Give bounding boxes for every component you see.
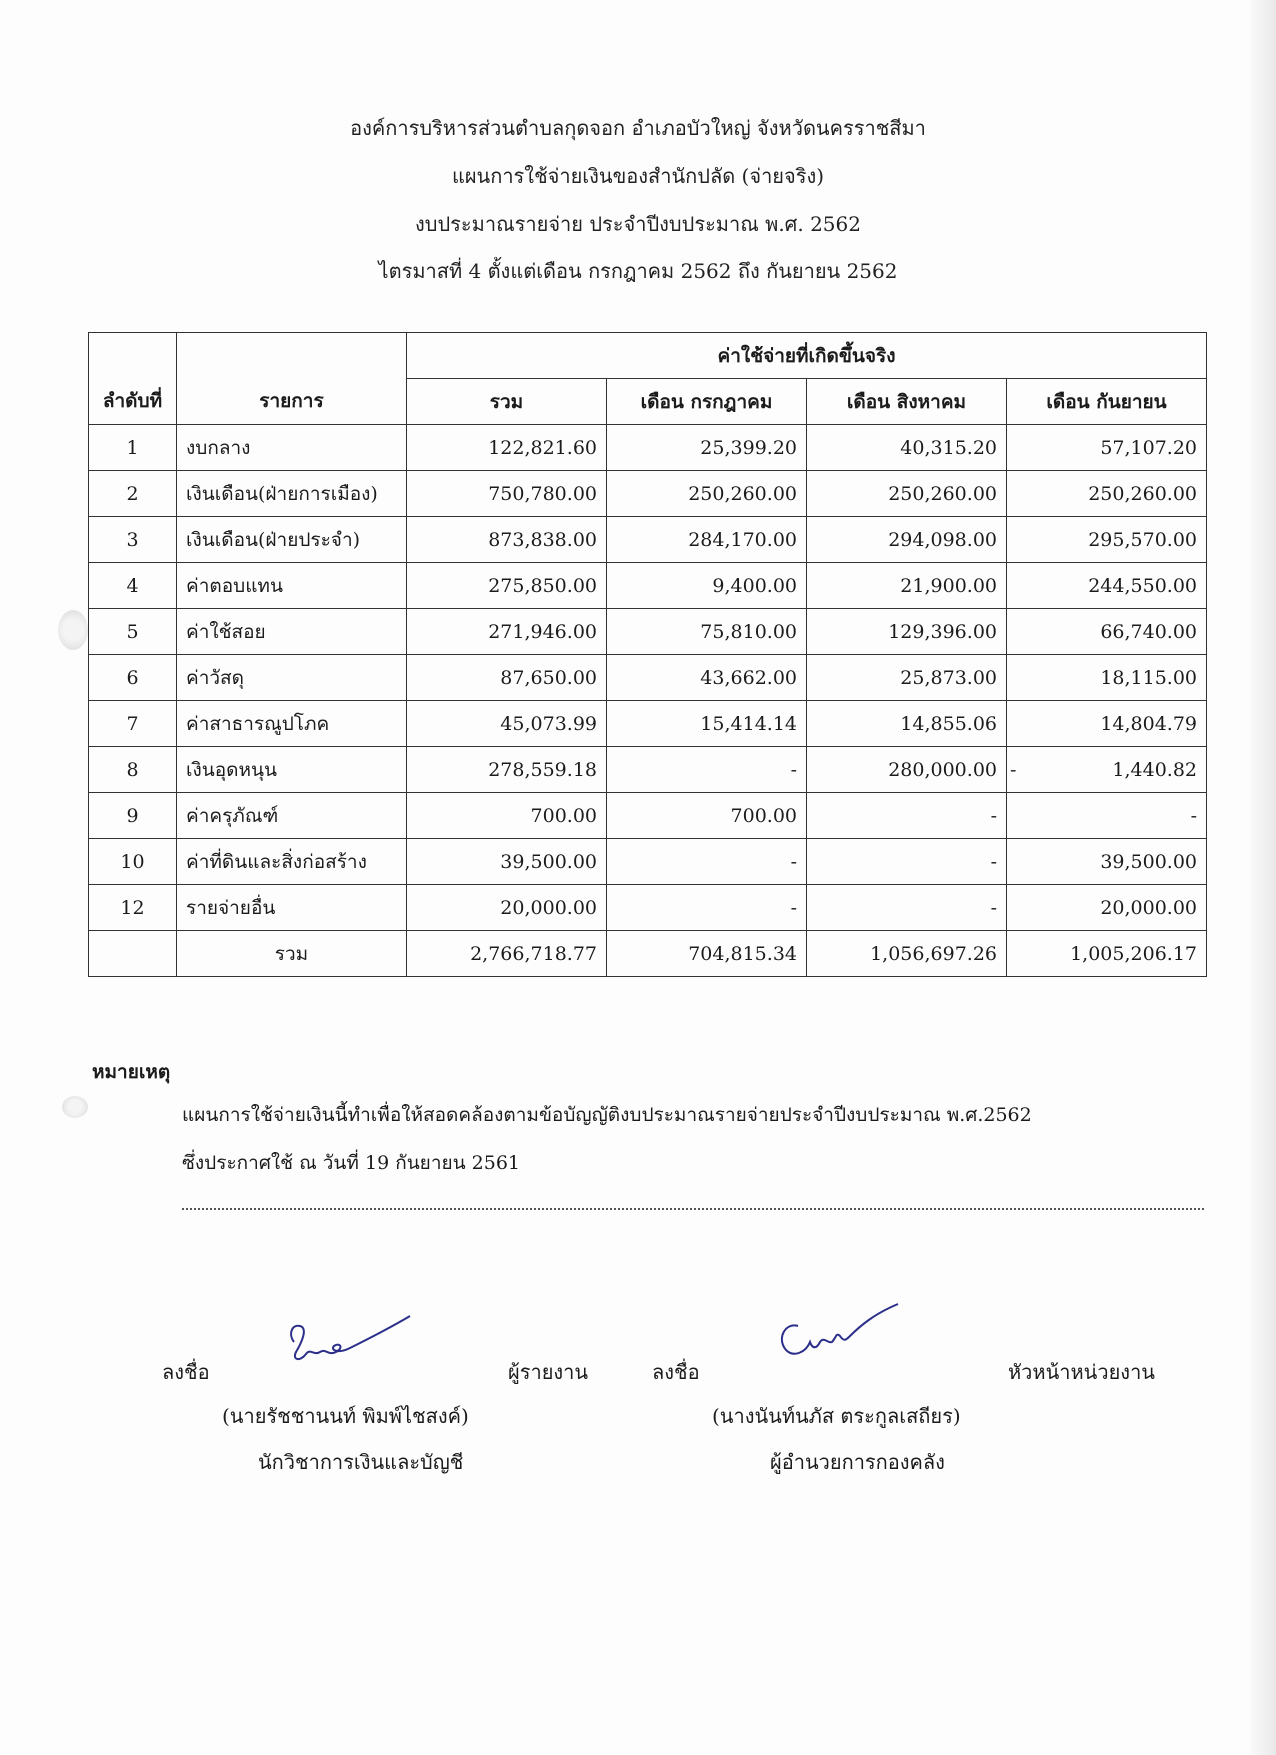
item-header: รายการ (177, 333, 407, 425)
table-row (89, 609, 1207, 655)
table-row (89, 471, 1207, 517)
seq-header: ลำดับที่ (89, 333, 177, 425)
table-row (89, 747, 1207, 793)
left-signer-name: (นายรัชชานนท์ พิมพ์ไชสงค์) (222, 1404, 469, 1428)
punch-hole-mark (58, 610, 88, 650)
row-seq: 2 (89, 471, 177, 517)
row-seq: 5 (89, 609, 177, 655)
quarter-period: ไตรมาสที่ 4 ตั้งแต่เดือน กรกฎาคม 2562 ถึง กันยายน 2562 (378, 259, 898, 283)
row-total: 275,850.00 (407, 563, 607, 609)
row-item: ค่าครุภัณฑ์ (177, 793, 407, 839)
sum-august: 1,056,697.26 (807, 931, 1007, 977)
table-row (89, 793, 1207, 839)
row-seq: 12 (89, 885, 177, 931)
remarks-line-1: แผนการใช้จ่ายเงินนี้ทำเพื่อให้สอดคล้องตามข้อบัญญัติงบประมาณรายจ่ายประจำปีงบประมาณ พ.ศ.2562 (182, 1104, 1032, 1126)
row-item: งบกลาง (177, 425, 407, 471)
row-item: รายจ่ายอื่น (177, 885, 407, 931)
sum-september: 1,005,206.17 (1007, 931, 1207, 977)
row-september: 18,115.00 (1007, 655, 1207, 701)
row-total: 700.00 (407, 793, 607, 839)
row-item: เงินอุดหนุน (177, 747, 407, 793)
table-row (89, 885, 1207, 931)
sum-total: 2,766,718.77 (407, 931, 607, 977)
left-signature-image (280, 1312, 415, 1372)
row-seq: 1 (89, 425, 177, 471)
left-role-label: ผู้รายงาน (508, 1360, 589, 1384)
row-seq: 8 (89, 747, 177, 793)
row-july: 15,414.14 (607, 701, 807, 747)
row-august: 14,855.06 (807, 701, 1007, 747)
actual-expense-header: ค่าใช้จ่ายที่เกิดขึ้นจริง (407, 333, 1207, 379)
table-body (89, 425, 1207, 931)
row-august: 21,900.00 (807, 563, 1007, 609)
row-august: 280,000.00 (807, 747, 1007, 793)
row-seq: 3 (89, 517, 177, 563)
row-july: 75,810.00 (607, 609, 807, 655)
row-july: - (607, 885, 807, 931)
row-seq: 10 (89, 839, 177, 885)
punch-hole-mark (62, 1096, 88, 1118)
table-row (89, 701, 1207, 747)
row-total: 271,946.00 (407, 609, 607, 655)
budget-year: งบประมาณรายจ่าย ประจำปีงบประมาณ พ.ศ. 2562 (415, 212, 861, 236)
table-row (89, 425, 1207, 471)
plan-title: แผนการใช้จ่ายเงินของสำนักปลัด (จ่ายจริง) (451, 164, 825, 188)
right-role-label: หัวหน้าหน่วยงาน (1008, 1360, 1155, 1384)
row-september-prefix: - (1010, 758, 1017, 781)
sum-july: 704,815.34 (607, 931, 807, 977)
remarks-title: หมายเหตุ (92, 1061, 171, 1083)
row-august: 250,260.00 (807, 471, 1007, 517)
row-july: - (607, 839, 807, 885)
right-signature-image (770, 1302, 905, 1362)
table-row (89, 517, 1207, 563)
right-signer-position: ผู้อำนวยการกองคลัง (770, 1450, 945, 1474)
row-september: 20,000.00 (1007, 885, 1207, 931)
table-row (89, 655, 1207, 701)
row-september (1007, 747, 1207, 793)
row-september: 39,500.00 (1007, 839, 1207, 885)
row-item: ค่าใช้สอย (177, 609, 407, 655)
row-total: 122,821.60 (407, 425, 607, 471)
row-item: ค่าสาธารณูปโภค (177, 701, 407, 747)
row-seq: 9 (89, 793, 177, 839)
row-september: 244,550.00 (1007, 563, 1207, 609)
table-row (89, 839, 1207, 885)
august-header: เดือน สิงหาคม (807, 379, 1007, 425)
row-seq: 7 (89, 701, 177, 747)
row-september: 66,740.00 (1007, 609, 1207, 655)
row-total: 45,073.99 (407, 701, 607, 747)
row-september: - (1007, 793, 1207, 839)
row-august: - (807, 839, 1007, 885)
row-august: 25,873.00 (807, 655, 1007, 701)
row-item: ค่าตอบแทน (177, 563, 407, 609)
row-august: 294,098.00 (807, 517, 1007, 563)
row-july: 43,662.00 (607, 655, 807, 701)
total-header: รวม (407, 379, 607, 425)
table-row (89, 563, 1207, 609)
row-item: ค่าวัสดุ (177, 655, 407, 701)
row-september: 14,804.79 (1007, 701, 1207, 747)
left-signer-position: นักวิชาการเงินและบัญชี (258, 1450, 464, 1474)
table-header-row (89, 333, 1207, 379)
row-july: 284,170.00 (607, 517, 807, 563)
expense-table (88, 332, 1207, 977)
row-item: ค่าที่ดินและสิ่งก่อสร้าง (177, 839, 407, 885)
row-august: 129,396.00 (807, 609, 1007, 655)
row-july: 700.00 (607, 793, 807, 839)
row-item: เงินเดือน(ฝ่ายประจำ) (177, 517, 407, 563)
sum-row (89, 931, 1207, 977)
row-september-value: 1,440.82 (1112, 758, 1198, 781)
september-header: เดือน กันยายน (1007, 379, 1207, 425)
row-seq: 4 (89, 563, 177, 609)
row-total: 39,500.00 (407, 839, 607, 885)
left-sign-label: ลงชื่อ (162, 1360, 210, 1384)
row-august: - (807, 793, 1007, 839)
row-seq: 6 (89, 655, 177, 701)
row-item: เงินเดือน(ฝ่ายการเมือง) (177, 471, 407, 517)
row-total: 750,780.00 (407, 471, 607, 517)
right-signer-name: (นางนันท์นภัส ตระกูลเสถียร) (712, 1404, 961, 1428)
row-total: 873,838.00 (407, 517, 607, 563)
july-header: เดือน กรกฎาคม (607, 379, 807, 425)
sum-seq-cell (89, 931, 177, 977)
sum-label: รวม (177, 931, 407, 977)
row-july: 250,260.00 (607, 471, 807, 517)
row-september: 250,260.00 (1007, 471, 1207, 517)
row-total: 20,000.00 (407, 885, 607, 931)
row-july: 9,400.00 (607, 563, 807, 609)
row-total: 278,559.18 (407, 747, 607, 793)
row-august: 40,315.20 (807, 425, 1007, 471)
right-sign-label: ลงชื่อ (652, 1360, 700, 1384)
row-september: 295,570.00 (1007, 517, 1207, 563)
row-july: - (607, 747, 807, 793)
row-total: 87,650.00 (407, 655, 607, 701)
row-july: 25,399.20 (607, 425, 807, 471)
remarks-line-2: ซึ่งประกาศใช้ ณ วันที่ 19 กันยายน 2561 (182, 1152, 521, 1174)
dotted-divider (182, 1208, 1204, 1210)
row-august: - (807, 885, 1007, 931)
row-september: 57,107.20 (1007, 425, 1207, 471)
org-name: องค์การบริหารส่วนตำบลกุดจอก อำเภอบัวใหญ่ จังหวัดนครราชสีมา (350, 116, 926, 140)
